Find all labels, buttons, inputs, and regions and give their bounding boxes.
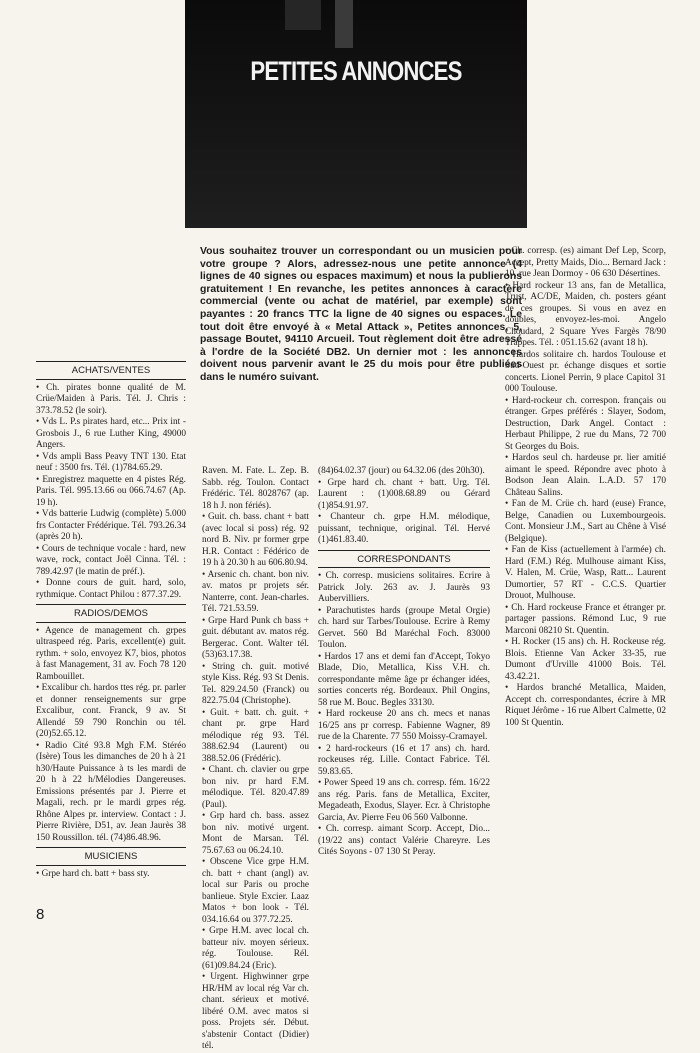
ad-item: • Chanteur ch. grpe H.M. mélodique, puissant, technique, original. Tél. Hervé (1)461.83.40. xyxy=(318,512,490,545)
column-3 xyxy=(318,466,490,859)
section-heading: CORRESPONDANTS xyxy=(318,550,490,569)
ad-item: • Arsenic ch. chant. bon niv. av. matos pr projets sér. Nanterre, cont. Jean-charles. Tél. 721.53.59. xyxy=(202,569,309,614)
ad-item: Raven. M. Fate. L. Zep. B. Sabb. rég. Toulon. Contact Frédéric. Tél. 8028767 (ap. 18 h J. non fériés). xyxy=(202,466,309,511)
ad-item: • Parachutistes hards (groupe Metal Orgie) ch. hard sur Tarbes/Toulouse. Ecrire à Remy Gervet. 560 Bd Maréchal Foch. 83000 Toulon. xyxy=(318,605,490,650)
ad-item: • Ch. corresp. (es) aimant Def Lep, Scorp, Accept, Pretty Maids, Dio... Bernard Jack : 10, rue Jean Dormoy - 06 630 Désertines. xyxy=(505,246,666,279)
banner-decoration xyxy=(335,0,353,48)
column-2 xyxy=(202,466,309,1053)
section-heading: ACHATS/VENTES xyxy=(36,361,186,380)
ad-item: • Urgent. Highwinner grpe HR/HM av local rég Var ch. chant. sérieux et motivé. libéré O.M. avec matos si poss. Projets sér. Début. s'abstenir Contact (Didier) tél. xyxy=(202,972,309,1051)
ad-item: • Guit. ch. bass. chant + batt (avec local si poss) rég. 92 nord B. Niv. pr former grpe H.R. Contact : Fédérico de 19 h à 20.30 h au 606.80.94. xyxy=(202,512,309,568)
column-1 xyxy=(36,358,186,880)
ad-item: • Ch. pirates bonne qualité de M. Crüe/Maiden à Paris. Tél. J. Chris : 373.78.52 (le soir). xyxy=(36,382,186,416)
ad-item: • Ch. corresp. musiciens solitaires. Ecrire à Patrick Joly. 263 av. J. Jaurès 93 Aubervilliers. xyxy=(318,571,490,604)
intro-text: Vous souhaitez trouver un correspondant ou un musicien pour votre groupe ? Alors, adressez-nous une petite annonce (4 lignes de 40 signes ou espaces maximum) et nous la publierons gratuitement ! En revanche, les petites annonces à caractère commercial (vente ou achat de matériel, par exemple) sont payantes : 20 francs TTC la ligne de 40 signes ou espaces. Le tout doit être envoyé à « Metal Attack », Petites annonces, 5, passage Boutet, 94110 Arcueil. Tout règlement doit être adressé à l'ordre de la Société DB2. Un dernier mot : les annonces doivent nous parvenir avant le 25 du mois pour être publiées dans le numéro suivant. xyxy=(200,246,522,383)
ad-item: • Hardos seul ch. hardeuse pr. lier amitié aimant le speed. Répondre avec photo à Bodson Jean Alain. L.A.D. 57 170 Château Salins. xyxy=(505,453,666,498)
ad-item: • Fan de M. Crüe ch. hard (euse) France, Belge, Canadien ou Luxembourgeois. Cont. Monsieur J.M., Sart au Chêne à Visé (Belgique). xyxy=(505,499,666,544)
title-banner xyxy=(185,0,527,228)
ad-item: • Radio Cité 93.8 Mgh F.M. Stéréo (Isère) Tous les dimanches de 20 h à 21 h30/Haute Puissance à ts les mardi de 20 h à 22 h/Mélodies Dangereuses. Emissions présentés par J. Pierre et Magali, rech. pr le mardi grpes rég. Rhône Alpes pr. interview. Contact : J. Pierre Rivière, D51, av. Jean Jaurès 38 150 Roussillon. tél. (74)86.48.96. xyxy=(36,740,186,843)
ad-item: • Vds L. P.s pirates hard, etc... Prix int - Grosbois J., 6 rue Luther King, 49000 Angers. xyxy=(36,417,186,450)
ad-item: • Hardos solitaire ch. hardos Toulouse et Sud-Ouest pr. échange disques et sortie concerts. Lionel Perrin, 9 place Capitol 31 000 Toulouse. xyxy=(505,349,666,394)
ad-item: • Power Speed 19 ans ch. corresp. fém. 16/22 ans rég. Paris. fans de Metallica, Exciter, Megadeath, Exodus, Slayer. Ecr. à Christophe Garcia, Av. Pierre Feu 06 560 Valbonne. xyxy=(318,778,490,823)
page-number: 8 xyxy=(36,906,45,923)
ad-item: • Grpe H.M. avec local ch. batteur niv. moyen sérieux. rég. Toulouse. Rél. (61)09.84.24 (Eric). xyxy=(202,926,309,971)
ad-item: • Excalibur ch. hardos ttes rég. pr. parler et donner renseignements sur grpe Excalibur, cont. Franck, 9 av. St Allendé 59 790 Ronchin ou tél. (20)52.65.12. xyxy=(36,683,186,739)
ad-item: • Grpe hard ch. chant + batt. Urg. Tél. Laurent : (1)008.68.89 ou Gérard (1)854.91.97. xyxy=(318,477,490,511)
ad-item: • Chant. ch. clavier ou grpe bon niv. pr hard F.M. mélodique. Tél. 820.47.89 (Paul). xyxy=(202,765,309,810)
ad-item: • Ch. Hard rockeuse France et étranger pr. partager passions. Rémond Luc, 9 rue Marconi 08210 St. Quentin. xyxy=(505,602,666,636)
column-4 xyxy=(505,246,666,729)
ad-item: • Cours de technique vocale : hard, new wave, rock, contact Joël Cinna. Tél. : 789.42.97 (le matin de préf.). xyxy=(36,543,186,577)
ad-item: • Grpe hard ch. batt + bass sty. xyxy=(36,868,150,879)
page-title: PETITES ANNONCES xyxy=(250,56,462,86)
ad-item: • Agence de management ch. grpes ultraspeed rég. Paris, excellent(e) guit. rythm. + solo, envoyez K7, bios, photos à fast Management, 31 av. Foch 78 120 Rambouillet. xyxy=(36,625,186,682)
banner-decoration xyxy=(285,0,321,30)
ad-item: • Enregistrez maquette en 4 pistes Rég. Paris. Tél. 995.13.66 ou 066.74.67 (Ap. 19 h). xyxy=(36,474,186,508)
ad-item: • Vds ampli Bass Peavy TNT 130. Etat neuf : 3500 frs. Tél. (1)784.65.29. xyxy=(36,451,186,473)
ad-item: • Hardos branché Metallica, Maiden, Accept ch. correspondantes, écrire à MR Riquet Jérôme - 16 rue Albert Calmette, 02 100 St Quentin. xyxy=(505,683,666,728)
ad-item: • Fan de Kiss (actuellement à l'armée) ch. Hard (F.M.) Rég. Mulhouse aimant Kiss, V. Halen, M. Crüe, Wasp, Ratt... Laurent Dumortier, 57 RT - C.C.S. Quartier Drouot, Mulhouse. xyxy=(505,545,666,601)
section-heading: MUSICIENS xyxy=(36,847,186,866)
ad-item: • Hard rockeur 13 ans, fan de Metallica, Trust, AC/DE, Maiden, ch. posters géant de ces groupes. Si vous en avez en doubles, envoyez-les-moi. Angelo Choudard, 2 Square Yves Fargès 78/90 Trappes. Tél. : 051.15.62 (avant 18 h). xyxy=(505,280,666,348)
ad-item: • Guit. + batt. ch. guit. + chant pr. grpe Hard mélodique rég 93. Tél. 388.62.94 (Laurent) ou 388.52.06 (Frédéric). xyxy=(202,707,309,764)
ad-item: • Hard-rockeur ch. correspon. français ou étranger. Grpes préférés : Slayer, Sodom, Destruction, Dark Angel. Contact : Herbaut Philippe, 2 rue du Mans, 72 700 St Georges du Bois. xyxy=(505,395,666,452)
ad-item: • Vds batterie Ludwig (complète) 5.000 frs Contacter Frédérique. Tél. 793.26.34 (après 20 h). xyxy=(36,509,186,542)
ad-item: • Hard rockeuse 20 ans ch. mecs et nanas 16/25 ans pr corresp. Fabienne Wagner, 89 rue de la Charente. 77 550 Moissy-Cramayel. xyxy=(318,709,490,742)
section-heading: RADIOS/DEMOS xyxy=(36,604,186,623)
ad-item: • String ch. guit. motivé style Kiss. Rég. 93 St Denis. Tel. 829.24.50 (Franck) ou 822.75.04 (Christophe). xyxy=(202,661,309,706)
ad-item: • Obscene Vice grpe H.M. ch. batt + chant (angl) av. local sur Paris ou proche banlieue. Style Excier. Laaz Matos + bon look - Tél. 034.16.64 ou 377.72.25. xyxy=(202,857,309,925)
ad-item: • 2 hard-rockeurs (16 et 17 ans) ch. hard. rockeuses rég. Lille. Contact Fabrice. Tél. 59.83.65. xyxy=(318,743,490,777)
ad-item: • Hardos 17 ans et demi fan d'Accept, Tokyo Blade, Dio, Metallica, Kiss V.H. ch. correspondante même âge pr échanger idées, sorties concerts rég. Bordeaux. Phil Ongins, 58 rue M. Bouc. Begles 33130. xyxy=(318,651,490,708)
ad-item: • Grpe Hard Punk ch bass + guit. débutant av. matos rég. Bergerac. Cont. Walter tél. (53)63.17.38. xyxy=(202,615,309,660)
ad-item: • H. Rocker (15 ans) ch. H. Rockeuse rég. Blois. Etienne Van Acker 33-35, rue Dumont d'Urville 41000 Bois. Tél. 43.42.21. xyxy=(505,637,666,682)
ad-item: • Ch. corresp. aimant Scorp. Accept, Dio... (19/22 ans) contact Valérie Chareyre. Les Cités Soyons - 07 130 St Peray. xyxy=(318,824,490,857)
ad-item: • Grp hard ch. bass. assez bon niv. motivé urgent. Mont de Marsan. Tél. 75.67.63 ou 06.24.10. xyxy=(202,811,309,856)
ad-item: (84)64.02.37 (jour) ou 64.32.06 (des 20h30). xyxy=(318,466,485,476)
ad-item: • Donne cours de guit. hard, solo, rythmique. Contact Philou : 877.37.29. xyxy=(36,578,186,600)
